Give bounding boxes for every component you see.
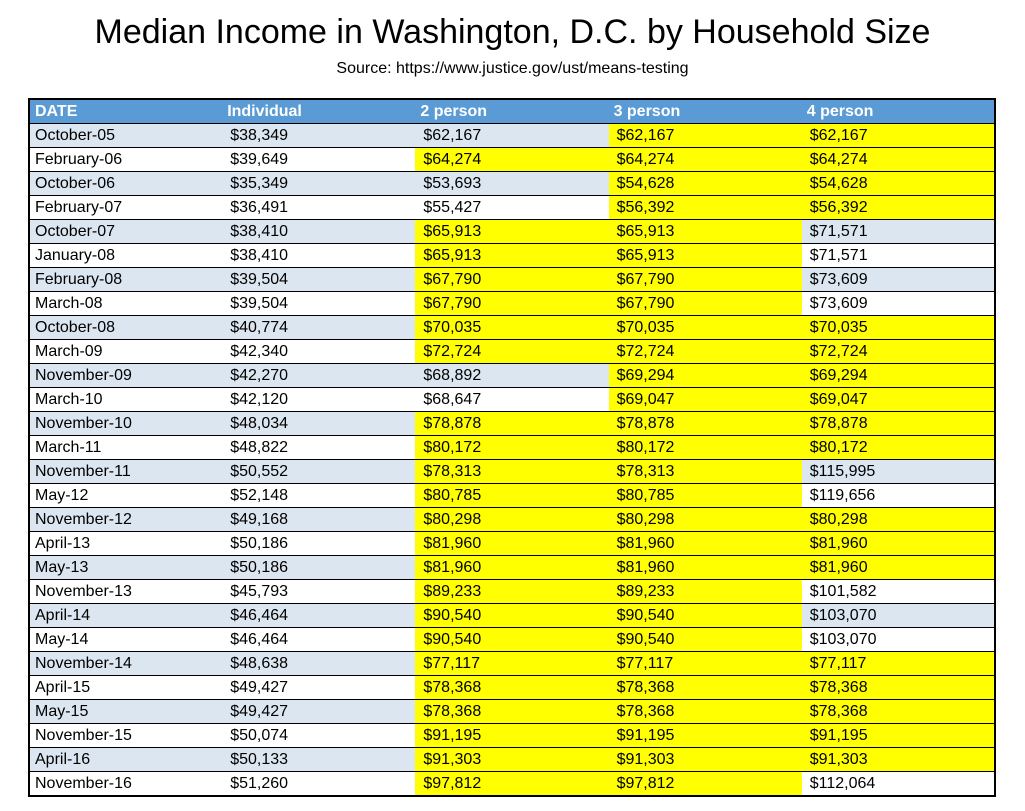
table-row — [29, 244, 995, 268]
table-row — [29, 220, 995, 244]
individual-cell: $50,186 — [230, 559, 289, 576]
date-cell: April-15 — [35, 679, 91, 696]
table-row — [29, 508, 995, 532]
table-row — [29, 556, 995, 580]
two-person-cell: $89,233 — [415, 580, 608, 604]
three-person-cell: $67,790 — [609, 268, 802, 292]
two-person-cell: $62,167 — [423, 127, 482, 144]
three-person-cell: $97,812 — [609, 772, 802, 797]
individual-cell: $50,186 — [230, 535, 289, 552]
date-cell: November-10 — [35, 415, 132, 432]
three-person-cell: $80,172 — [609, 436, 802, 460]
column-header-4-person: 4 person — [802, 99, 995, 124]
two-person-cell: $80,172 — [415, 436, 608, 460]
individual-cell: $40,774 — [230, 319, 289, 336]
table-row — [29, 172, 995, 196]
four-person-cell: $78,878 — [802, 412, 995, 436]
individual-cell: $39,649 — [230, 151, 289, 168]
two-person-cell: $80,298 — [415, 508, 608, 532]
three-person-cell: $72,724 — [609, 340, 802, 364]
two-person-cell: $90,540 — [415, 604, 608, 628]
three-person-cell: $91,303 — [609, 748, 802, 772]
four-person-cell: $73,609 — [809, 271, 868, 288]
two-person-cell: $55,427 — [423, 199, 482, 216]
date-cell: November-15 — [35, 727, 132, 744]
column-header-3-person: 3 person — [609, 99, 802, 124]
three-person-cell: $78,313 — [609, 460, 802, 484]
four-person-cell: $71,571 — [809, 247, 868, 264]
three-person-cell: $91,195 — [609, 724, 802, 748]
individual-cell: $39,504 — [230, 295, 289, 312]
individual-cell: $48,822 — [230, 439, 289, 456]
income-table — [28, 98, 996, 797]
two-person-cell: $91,195 — [415, 724, 608, 748]
date-cell: January-08 — [35, 247, 116, 264]
individual-cell: $49,427 — [230, 703, 289, 720]
two-person-cell: $65,913 — [415, 244, 608, 268]
two-person-cell: $67,790 — [415, 268, 608, 292]
individual-cell: $50,133 — [230, 751, 289, 768]
date-cell: May-15 — [35, 703, 89, 720]
table-row — [29, 484, 995, 508]
date-cell: October-05 — [35, 127, 116, 144]
three-person-cell: $62,167 — [609, 124, 802, 148]
date-cell: March-10 — [35, 391, 103, 408]
date-cell: April-16 — [35, 751, 91, 768]
column-header-2-person: 2 person — [415, 99, 608, 124]
table-row — [29, 292, 995, 316]
date-cell: February-07 — [35, 199, 123, 216]
four-person-cell: $115,995 — [809, 463, 876, 480]
table-row — [29, 364, 995, 388]
three-person-cell: $81,960 — [609, 532, 802, 556]
three-person-cell: $65,913 — [609, 220, 802, 244]
source-caption: Source: https://www.justice.gov/ust/means-testing — [336, 60, 689, 77]
four-person-cell: $64,274 — [802, 148, 995, 172]
four-person-cell: $103,070 — [809, 607, 877, 624]
date-cell: March-09 — [35, 343, 103, 360]
four-person-cell: $73,609 — [809, 295, 868, 312]
chart-title: Median Income in Washington, D.C. by Household Size — [94, 13, 931, 51]
date-cell: February-06 — [35, 151, 123, 168]
two-person-cell: $97,812 — [415, 772, 608, 797]
date-cell: November-14 — [35, 655, 132, 672]
table-row — [29, 748, 995, 772]
individual-cell: $38,410 — [230, 223, 289, 240]
individual-cell: $38,410 — [230, 247, 289, 264]
individual-cell: $52,148 — [230, 487, 289, 504]
date-cell: November-11 — [35, 463, 131, 480]
table-row — [29, 196, 995, 220]
table-row — [29, 148, 995, 172]
three-person-cell: $78,368 — [609, 700, 802, 724]
individual-cell: $46,464 — [230, 607, 289, 624]
table-row — [29, 316, 995, 340]
individual-cell: $38,349 — [230, 127, 289, 144]
three-person-cell: $78,878 — [609, 412, 802, 436]
table-row — [29, 436, 995, 460]
two-person-cell: $91,303 — [415, 748, 608, 772]
four-person-cell: $78,368 — [802, 700, 995, 724]
two-person-cell: $65,913 — [415, 220, 608, 244]
table-row — [29, 676, 995, 700]
three-person-cell: $77,117 — [609, 652, 802, 676]
four-person-cell: $56,392 — [802, 196, 995, 220]
two-person-cell: $67,790 — [415, 292, 608, 316]
four-person-cell: $81,960 — [802, 532, 995, 556]
four-person-cell: $80,172 — [802, 436, 995, 460]
three-person-cell: $65,913 — [609, 244, 802, 268]
date-cell: February-08 — [35, 271, 123, 288]
date-cell: October-07 — [35, 223, 116, 240]
table-row — [29, 460, 995, 484]
four-person-cell: $77,117 — [802, 652, 995, 676]
three-person-cell: $80,785 — [609, 484, 802, 508]
table-row — [29, 124, 995, 148]
four-person-cell: $81,960 — [802, 556, 995, 580]
three-person-cell: $64,274 — [609, 148, 802, 172]
date-cell: March-11 — [35, 439, 102, 456]
individual-cell: $48,638 — [230, 655, 289, 672]
table-row — [29, 268, 995, 292]
table-row — [29, 340, 995, 364]
date-cell: October-06 — [35, 175, 116, 192]
two-person-cell: $78,368 — [415, 676, 608, 700]
individual-cell: $42,270 — [230, 367, 289, 384]
individual-cell: $50,552 — [230, 463, 289, 480]
individual-cell: $39,504 — [230, 271, 289, 288]
three-person-cell: $90,540 — [609, 604, 802, 628]
individual-cell: $51,260 — [230, 775, 289, 792]
date-cell: May-13 — [35, 559, 89, 576]
three-person-cell: $81,960 — [609, 556, 802, 580]
column-header-individual: Individual — [222, 99, 415, 124]
two-person-cell: $72,724 — [415, 340, 608, 364]
four-person-cell: $70,035 — [802, 316, 995, 340]
date-cell: November-16 — [35, 775, 132, 792]
two-person-cell: $64,274 — [415, 148, 608, 172]
three-person-cell: $69,047 — [609, 388, 802, 412]
individual-cell: $42,340 — [230, 343, 289, 360]
two-person-cell: $68,647 — [423, 391, 482, 408]
date-cell: November-12 — [35, 511, 132, 528]
column-header-date: DATE — [29, 99, 222, 124]
two-person-cell: $70,035 — [415, 316, 608, 340]
two-person-cell: $53,693 — [423, 175, 482, 192]
individual-cell: $35,349 — [230, 175, 289, 192]
individual-cell: $45,793 — [230, 583, 289, 600]
date-cell: April-14 — [35, 607, 91, 624]
table-row — [29, 412, 995, 436]
two-person-cell: $81,960 — [415, 532, 608, 556]
date-cell: November-09 — [35, 367, 132, 384]
three-person-cell: $78,368 — [609, 676, 802, 700]
three-person-cell: $80,298 — [609, 508, 802, 532]
three-person-cell: $54,628 — [609, 172, 802, 196]
two-person-cell: $81,960 — [415, 556, 608, 580]
four-person-cell: $80,298 — [802, 508, 995, 532]
table-row — [29, 772, 995, 797]
individual-cell: $46,464 — [230, 631, 289, 648]
four-person-cell: $71,571 — [809, 223, 868, 240]
date-cell: May-14 — [35, 631, 89, 648]
four-person-cell: $69,294 — [802, 364, 995, 388]
individual-cell: $42,120 — [230, 391, 289, 408]
table-row — [29, 652, 995, 676]
four-person-cell: $78,368 — [802, 676, 995, 700]
individual-cell: $49,427 — [230, 679, 289, 696]
two-person-cell: $90,540 — [415, 628, 608, 652]
four-person-cell: $69,047 — [802, 388, 995, 412]
four-person-cell: $103,070 — [809, 631, 877, 648]
table-row — [29, 628, 995, 652]
two-person-cell: $68,892 — [423, 367, 482, 384]
two-person-cell: $78,368 — [415, 700, 608, 724]
three-person-cell: $56,392 — [609, 196, 802, 220]
date-cell: October-08 — [35, 319, 116, 336]
table-row — [29, 532, 995, 556]
four-person-cell: $119,656 — [809, 487, 876, 504]
four-person-cell: $91,303 — [802, 748, 995, 772]
table-row — [29, 700, 995, 724]
three-person-cell: $89,233 — [609, 580, 802, 604]
three-person-cell: $67,790 — [609, 292, 802, 316]
table-row — [29, 604, 995, 628]
date-cell: March-08 — [35, 295, 103, 312]
header-row — [29, 99, 995, 124]
four-person-cell: $101,582 — [809, 583, 877, 600]
four-person-cell: $72,724 — [802, 340, 995, 364]
date-cell: November-13 — [35, 583, 132, 600]
date-cell: April-13 — [35, 535, 91, 552]
table-row — [29, 580, 995, 604]
four-person-cell: $54,628 — [802, 172, 995, 196]
individual-cell: $36,491 — [230, 199, 289, 216]
four-person-cell: $112,064 — [809, 775, 876, 792]
two-person-cell: $78,878 — [415, 412, 608, 436]
table-row — [29, 388, 995, 412]
two-person-cell: $78,313 — [415, 460, 608, 484]
two-person-cell: $77,117 — [415, 652, 608, 676]
four-person-cell: $91,195 — [802, 724, 995, 748]
three-person-cell: $69,294 — [609, 364, 802, 388]
three-person-cell: $90,540 — [609, 628, 802, 652]
table-row — [29, 724, 995, 748]
individual-cell: $48,034 — [230, 415, 289, 432]
date-cell: May-12 — [35, 487, 89, 504]
three-person-cell: $70,035 — [609, 316, 802, 340]
four-person-cell: $62,167 — [802, 124, 995, 148]
individual-cell: $49,168 — [230, 511, 289, 528]
individual-cell: $50,074 — [230, 727, 289, 744]
two-person-cell: $80,785 — [415, 484, 608, 508]
